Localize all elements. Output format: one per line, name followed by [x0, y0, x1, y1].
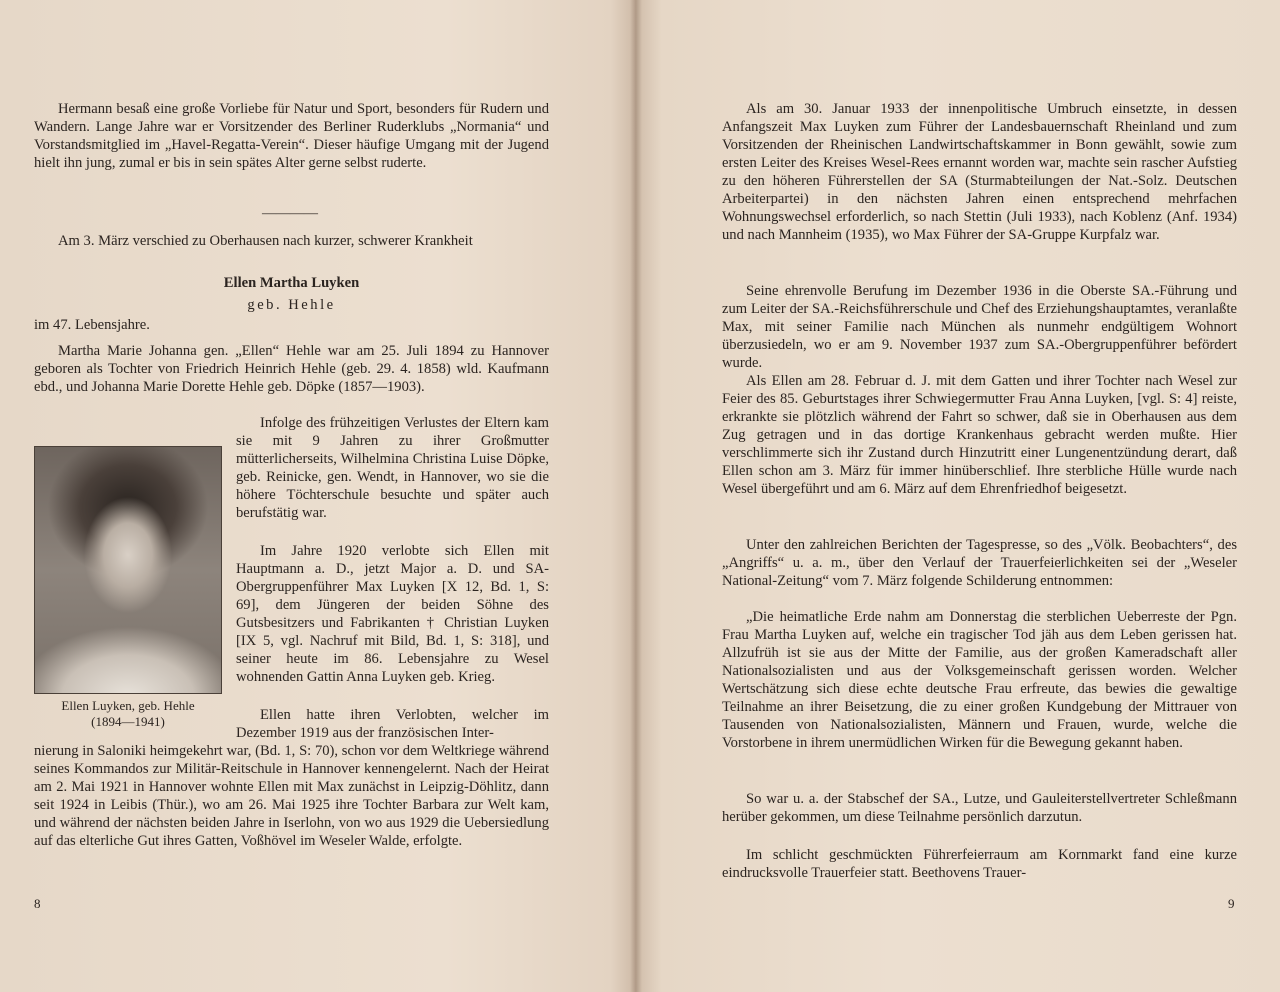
photo-caption	[26, 698, 230, 730]
paragraph-ceremony: Im schlicht geschmückten Führerfeierraum am Kornmarkt fand eine kurze eindrucksvolle Trauerfeier statt. Beethovens Trauer-	[722, 847, 1237, 881]
right-page	[636, 0, 1280, 992]
paragraph-death-notice: Am 3. März verschied zu Oberhausen nach kurzer, schwerer Krankheit	[58, 233, 473, 249]
deceased-name: Ellen Martha Luyken	[223, 275, 360, 291]
paragraph-birth: Martha Marie Johanna gen. „Ellen“ Hehle war am 25. Juli 1894 zu Hannover geboren als Tochter von Friedrich Heinrich Hehle (geb. 29. 4. 1858) wld. Kaufmann ebd., und Johanna Marie Dorette Hehle geb. Döpke (1857—1903).	[34, 343, 549, 395]
quoted-report: „Die heimatliche Erde nahm am Donnerstag die sterblichen Ueberreste der Pgn. Frau Martha Luyken auf, welche ein tragischer Tod jäh aus dem Leben gerissen hat. Allzufrüh ist sie aus der Mitte der Familie, aus der großen Kameradschaft aller Nationalsozialisten und aus der Volksgemeinschaft gerissen worden. Welcher Wertschätzung sich diese echte deutsche Frau erfreute, das bewies die gewaltige Teilnahme an ihrer Beisetzung, die zu einer großen Kundgebung der Mittrauer von Tausenden von Nationalsozialisten, Männern und Frauen, wurde, welche die Vorstorbene in ihrem unermüdlichen Wirken für die Bewegung gekannt haben.	[722, 609, 1237, 751]
left-page	[0, 0, 636, 992]
paragraph-1933: Als am 30. Januar 1933 der innenpolitische Umbruch einsetzte, in dessen Anfangszeit Max Luyken zum Führer der Landesbauernschaft Rheinland und zum Vorsitzenden der Rheinischen Landwirtschaftskammer in Bonn gewählt, sowie zum ersten Leiter des Kreises Wesel-Rees ernannt worden war, machte sein rascher Aufstieg zu den höheren Führerstellen der SA (Sturmabteilungen der Nat.-Solz. Deutschen Arbeiterpartei) in den nächsten Jahren einen entsprechend mehrfachen Wohnungswechsel erforderlich, so nach Stettin (Juli 1933), nach Koblenz (Anf. 1934) und nach Mannheim (1935), wo Max Führer der SA-Gruppe Kurpfalz war.	[722, 101, 1237, 243]
portrait-photo	[34, 446, 222, 694]
deceased-age: im 47. Lebensjahre.	[34, 317, 150, 333]
paragraph-press: Unter den zahlreichen Berichten der Tagespresse, so des „Völk. Beobachters“, des „Angriffs“ u. a. m., über den Verlauf der Trauerfeierlichkeiten sei der „Weseler National-Zeitung“ vom 7. März folgende Schilderung entnommen:	[722, 537, 1237, 589]
paragraph-illness: Als Ellen am 28. Februar d. J. mit dem Gatten und ihrer Tochter nach Wesel zur Feier des 85. Geburtstages ihrer Schwiegermutter Frau Anna Luyken, [vgl. S: 4] reiste, erkrankte sie plötzlich während der Fahrt so schwer, daß sie in Oberhausen aus dem Zug getragen und in das dortige Krankenhaus gebracht werden mußte. Hier verschlimmerte sich ihr Zustand durch Hinzutritt einer Lungenentzündung derart, daß Ellen schon am 3. März für immer hinüberschlief. Ihre sterbliche Hülle wurde nach Wesel übergeführt und am 6. März auf dem Ehrenfriedhof beigesetzt.	[722, 373, 1237, 497]
paragraph-fiance-start: Ellen hatte ihren Verlobten, welcher im Dezember 1919 aus der französischen Inter-	[236, 707, 549, 741]
paragraph-hermann: Hermann besaß eine große Vorliebe für Natur und Sport, besonders für Rudern und Wandern. Lange Jahre war er Vorsitzender des Berliner Ruderklubs „Normania“ und Vorstandsmitglied im „Havel-Regatta-Verein“. Dieser häufige Umgang mit der Jugend hielt ihn jung, zumal er bis in sein spätes Alter gerne selbst ruderte.	[34, 101, 549, 171]
book-gutter	[630, 0, 642, 992]
page-number-left: 8	[34, 896, 41, 911]
caption-dates: (1894—1941)	[91, 714, 165, 729]
page-number-right: 9	[1228, 896, 1235, 911]
paragraph-marriage: nierung in Saloniki heimgekehrt war, (Bd. 1, S: 70), schon vor dem Weltkriege während seines Kommandos zur Militär-Reitschule in Hannover kennengelernt. Nach der Heirat am 2. Mai 1921 in Hannover wohnte Ellen mit Max zunächst in Leipzig-Döhlitz, dann seit 1924 in Leibis (Thür.), wo am 26. Mai 1925 ihre Tochter Barbara zur Welt kam, und während der nächsten beiden Jahre in Iserlohn, von wo aus 1929 die Uebersiedlung auf das elterliche Gut ihres Gatten, Voßhövel im Weseler Walde, erfolgte.	[34, 743, 549, 849]
deceased-nee: geb. Hehle	[247, 297, 336, 313]
section-separator: ————	[262, 206, 318, 221]
paragraph-childhood: Infolge des frühzeitigen Verlustes der Eltern kam sie mit 9 Jahren zu ihrer Großmutter mütterlicherseits, Wilhelmina Christina Luise Döpke, geb. Reinicke, gen. Wendt, in Hannover, wo sie die höhere Töchterschule besuchte und später auch berufstätig war.	[236, 415, 549, 521]
caption-name: Ellen Luyken, geb. Hehle	[61, 698, 195, 713]
paragraph-engagement: Im Jahre 1920 verlobte sich Ellen mit Hauptmann a. D., jetzt Major a. D. und SA-Obergruppenführer Max Luyken [X 12, Bd. 1, S: 69], dem Jüngeren der beiden Söhne des Gutsbesitzers und Fabrikanten † Christian Luyken [IX 5, vgl. Nachruf mit Bild, Bd. 1, S: 318], und seiner heute im 86. Lebensjahre zu Wesel wohnenden Gattin Anna Luyken geb. Krieg.	[236, 543, 549, 685]
paragraph-attendees: So war u. a. der Stabschef der SA., Lutze, und Gauleiterstellvertreter Schleßmann herüber gekommen, um diese Teilnahme persönlich darzutun.	[722, 791, 1237, 825]
paragraph-1936: Seine ehrenvolle Berufung im Dezember 1936 in die Oberste SA.-Führung und zum Leiter der SA.-Reichsführerschule und Chef des Erziehungshauptamtes, veranlaßte Max, mit seiner Familie nach München als nunmehr endgültigem Wohnort überzusiedeln, wo er am 9. November 1937 zum SA.-Obergruppenführer befördert wurde.	[722, 283, 1237, 371]
